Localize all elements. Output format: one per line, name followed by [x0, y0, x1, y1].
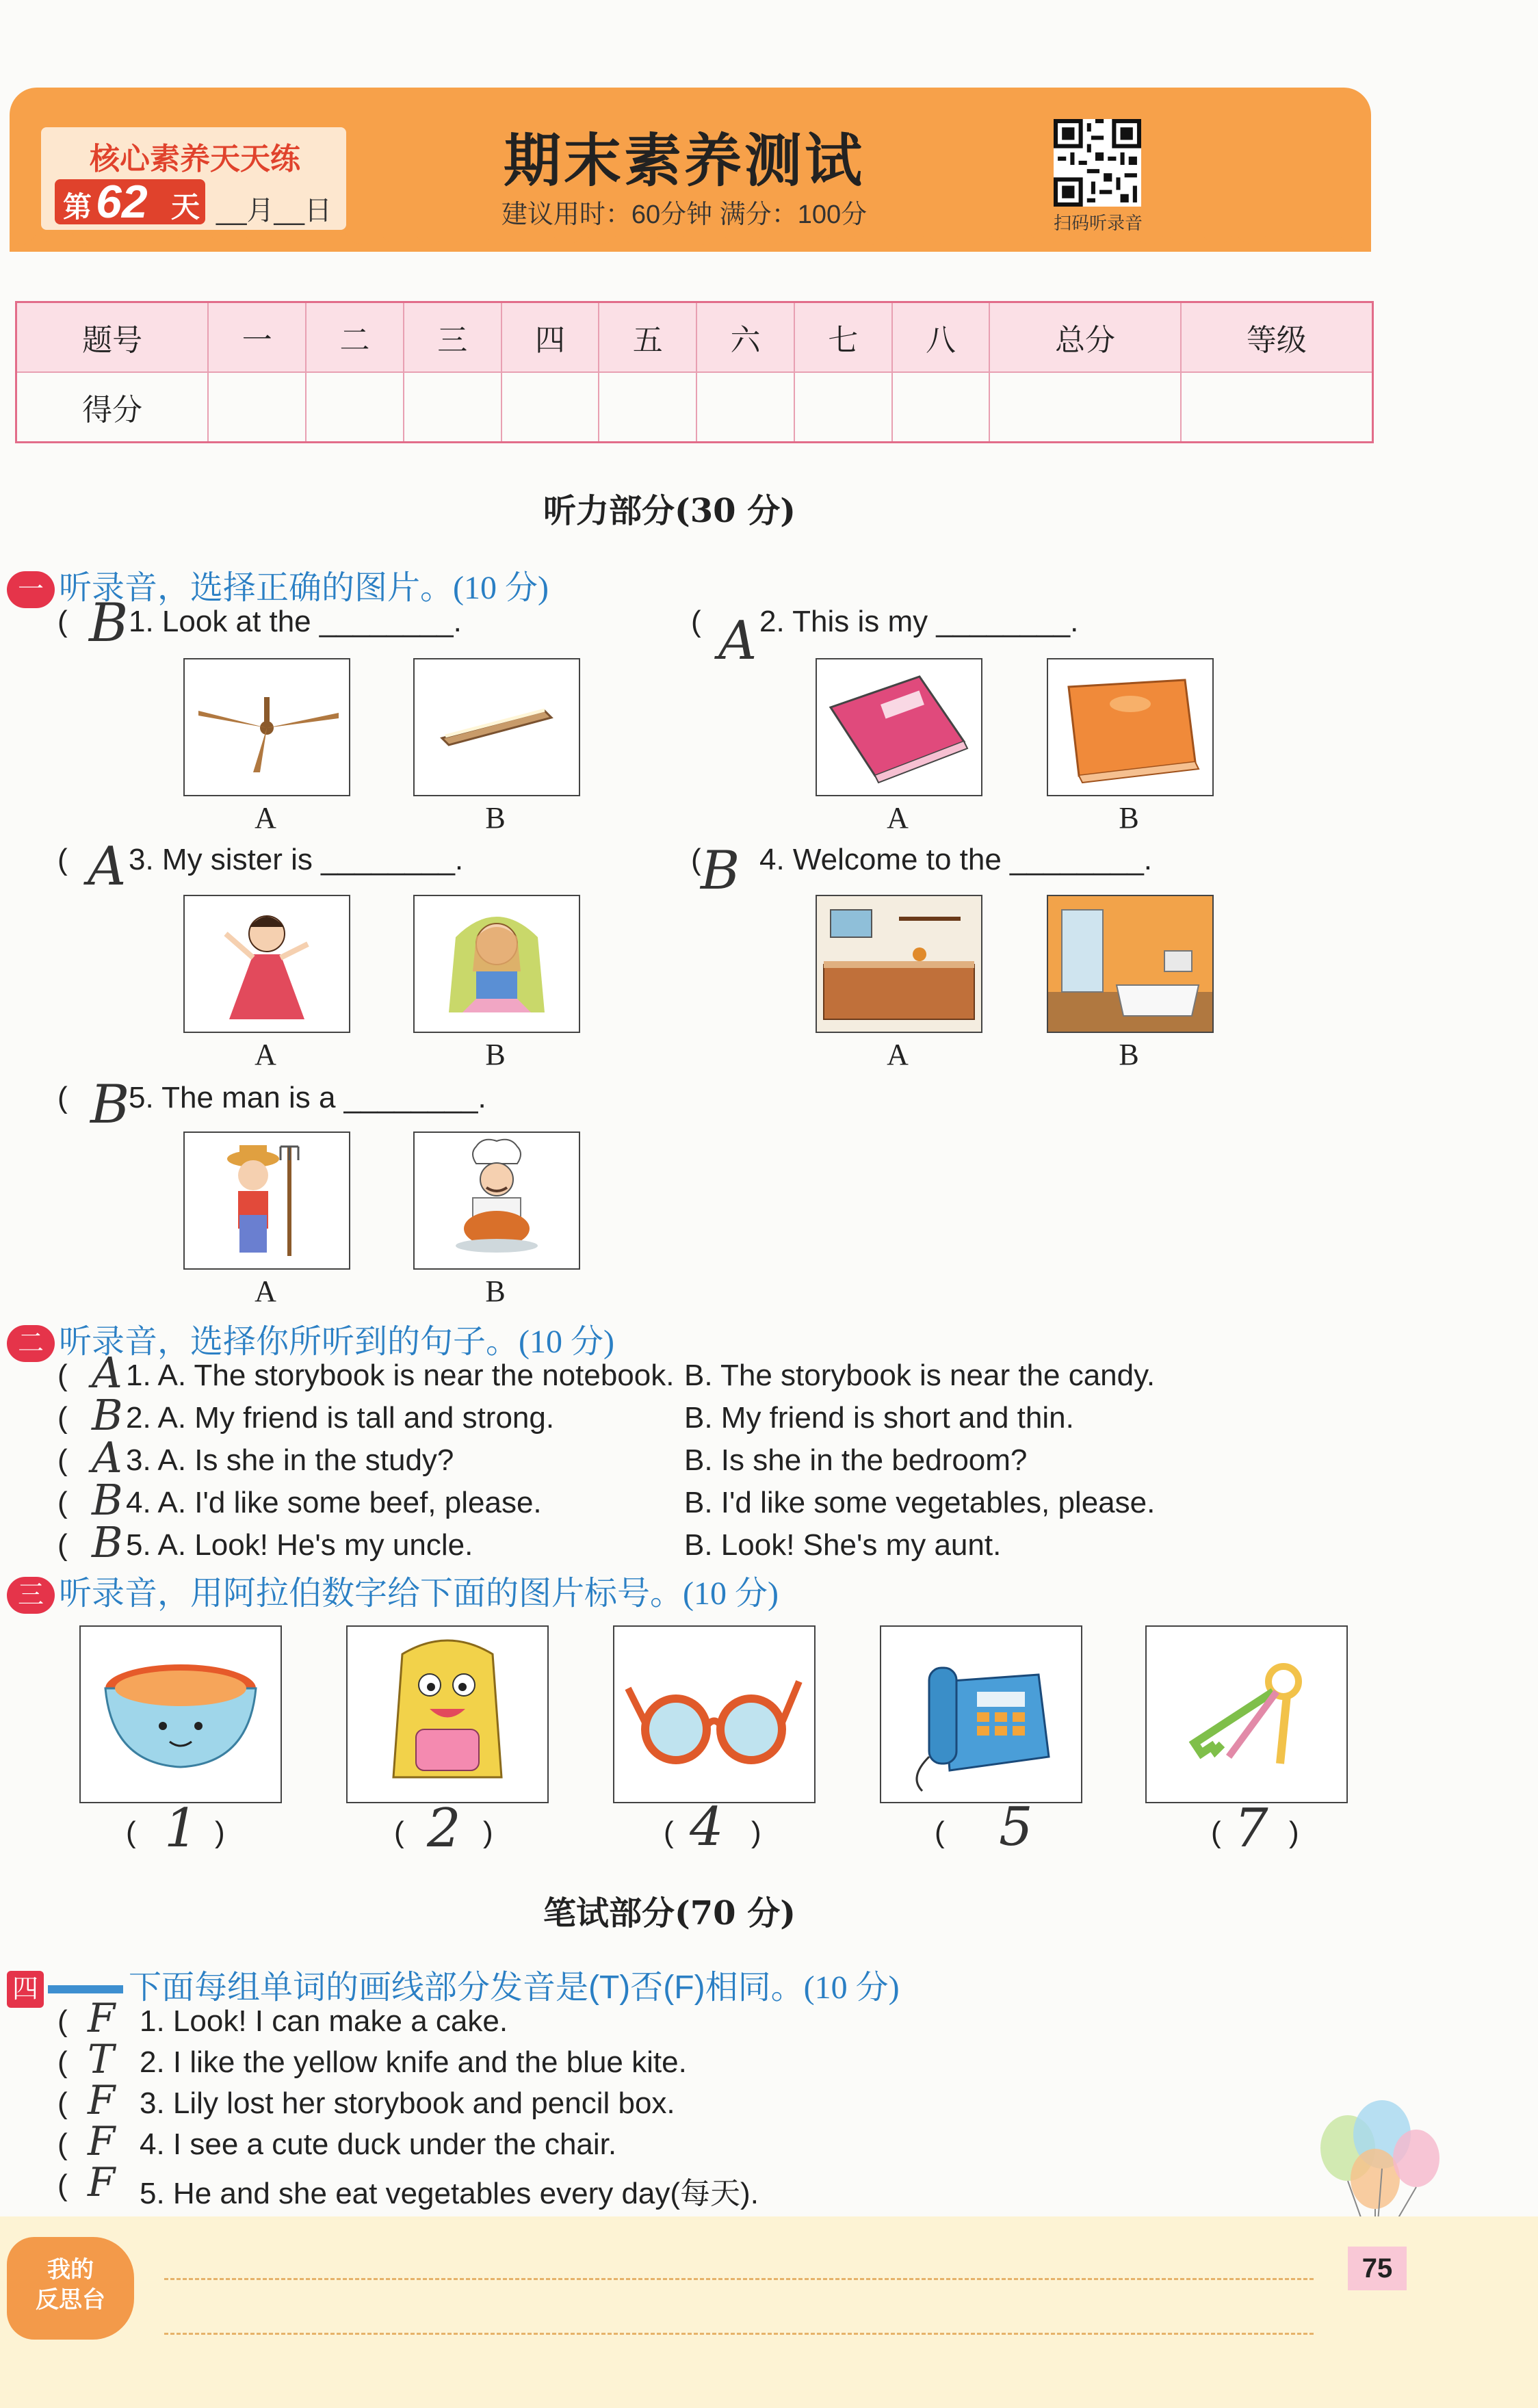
section-1-points: (10 分)	[453, 570, 549, 606]
reading-girl-icon	[415, 896, 579, 1032]
handwritten-answer[interactable]: B	[92, 1475, 123, 1525]
option-b[interactable]: B. The storybook is near the candy.	[684, 1359, 1156, 1392]
answer-paren: (	[57, 2004, 68, 2038]
handwritten-answer[interactable]: B	[92, 1517, 123, 1567]
list-item	[57, 1517, 1494, 1571]
section-3-heading	[7, 1567, 779, 1612]
list-item	[57, 1432, 1494, 1486]
label-a: A	[255, 1274, 276, 1308]
question-text: 4. Welcome to the ________.	[759, 843, 1153, 876]
section-4-badge: 四	[7, 1971, 44, 2008]
fluorescent-light-icon	[415, 659, 579, 795]
handwritten-answer[interactable]: B	[92, 1390, 123, 1440]
footer-band	[0, 2216, 1538, 2408]
score-input-cell[interactable]	[794, 372, 892, 443]
writing-part-heading: 笔试部分(70 分)	[543, 1894, 796, 1933]
answer-paren-right: )	[751, 1816, 761, 1849]
answer-paren: (	[57, 2086, 68, 2120]
score-input-cell[interactable]	[404, 372, 501, 443]
table-cell: 一	[208, 302, 306, 373]
score-value-row	[16, 372, 1373, 443]
page-number: 75	[1348, 2247, 1407, 2290]
handwritten-answer[interactable]: 7	[1234, 1798, 1268, 1859]
table-cell: 总分	[989, 302, 1180, 373]
handwritten-answer[interactable]: 1	[164, 1798, 198, 1859]
picture-item[interactable]	[1145, 1625, 1348, 1803]
table-cell: 八	[892, 302, 990, 373]
option-b[interactable]: B. My friend is short and thin.	[684, 1401, 1074, 1435]
picture-item[interactable]	[880, 1625, 1082, 1803]
score-input-cell[interactable]	[696, 372, 794, 443]
ceiling-fan-icon	[185, 659, 349, 795]
handwritten-answer[interactable]: 2	[427, 1798, 461, 1859]
sentence-text: 3. Lily lost her storybook and pencil box.	[140, 2086, 675, 2120]
list-item	[57, 2118, 1426, 2169]
day-prefix: 第	[63, 191, 92, 223]
section-1-badge: 一	[7, 571, 55, 608]
reflection-label-1: 我的	[47, 2257, 94, 2283]
label-b: B	[1119, 801, 1139, 835]
score-input-cell[interactable]	[1181, 372, 1373, 443]
table-cell: 题号	[16, 302, 209, 373]
score-header-row	[16, 302, 1373, 373]
picture-option-a[interactable]	[183, 1131, 350, 1270]
label-a: A	[887, 1038, 909, 1071]
handwritten-answer[interactable]: B	[701, 840, 740, 902]
sentence-text: 2. I like the yellow knife and the blue kite.	[140, 2045, 687, 2079]
picture-item[interactable]	[79, 1625, 282, 1803]
handwritten-answer[interactable]: B	[89, 592, 129, 654]
section-1-heading	[7, 561, 549, 606]
day-number: 62	[96, 176, 148, 228]
picture-option-b[interactable]	[413, 1131, 580, 1270]
page-title: 期末素养测试	[503, 127, 865, 194]
day-suffix: 天	[171, 191, 200, 223]
answer-paren: (	[57, 1486, 68, 1519]
picture-item[interactable]	[346, 1625, 549, 1803]
section-4-points: (10 分)	[803, 1969, 900, 2006]
answer-paren-left: (	[935, 1816, 945, 1849]
notebook-icon	[1048, 659, 1212, 795]
list-item	[57, 1995, 1426, 2045]
handwritten-answer[interactable]: F	[88, 2159, 116, 2206]
section-2-points: (10 分)	[519, 1324, 614, 1360]
picture-option-a[interactable]	[816, 658, 982, 796]
label-b: B	[485, 1274, 506, 1308]
option-a[interactable]: 5. A. Look! He's my uncle.	[126, 1528, 473, 1562]
table-cell: 六	[696, 302, 794, 373]
qr-code-icon[interactable]	[1054, 119, 1141, 207]
table-cell: 三	[404, 302, 501, 373]
english-book-icon	[817, 659, 981, 795]
list-item	[57, 2159, 1426, 2210]
answer-paren: (	[57, 2045, 68, 2079]
reflection-badge	[7, 2237, 134, 2340]
answer-paren: (	[57, 843, 68, 876]
answer-paren-left: (	[126, 1816, 136, 1849]
picture-option-a[interactable]	[183, 658, 350, 796]
option-a[interactable]: 4. A. I'd like some beef, please.	[126, 1486, 542, 1519]
option-b[interactable]: B. Is she in the bedroom?	[684, 1443, 1028, 1477]
picture-option-a[interactable]	[816, 895, 982, 1033]
handwritten-answer[interactable]: F	[88, 1995, 116, 2041]
brand-title: 核心素养天天练	[90, 142, 300, 176]
table-cell: 等级	[1181, 302, 1373, 373]
answer-paren: (	[57, 1359, 68, 1392]
table-cell: 四	[501, 302, 599, 373]
bathroom-icon	[1048, 896, 1212, 1032]
handwritten-answer[interactable]: B	[90, 1074, 130, 1136]
score-input-cell[interactable]	[599, 372, 696, 443]
section-3-points: (10 分)	[683, 1575, 779, 1612]
section-3-title: 听录音，用阿拉伯数字给下面的图片标号。	[59, 1575, 683, 1612]
page-subtitle: 建议用时：60分钟 满分：100分	[501, 200, 868, 229]
handwritten-answer[interactable]: T	[88, 2036, 114, 2082]
option-b[interactable]: B. Look! She's my aunt.	[684, 1528, 1002, 1562]
dancing-girl-icon	[185, 896, 349, 1032]
question-text: 5. The man is a ________.	[129, 1081, 486, 1114]
section-4-heading	[7, 1961, 900, 2006]
handwritten-answer[interactable]: 4	[690, 1796, 724, 1858]
telephone-icon	[881, 1627, 1081, 1802]
qr-label: 扫码听录音	[1053, 213, 1143, 233]
handwritten-answer[interactable]: A	[92, 1432, 122, 1482]
keys-icon	[1147, 1627, 1346, 1802]
option-b[interactable]: B. I'd like some vegetables, please.	[684, 1486, 1156, 1519]
answer-paren-right: )	[215, 1816, 225, 1849]
picture-item[interactable]	[613, 1625, 816, 1803]
section-4-bar	[48, 1985, 123, 1993]
picture-option-b[interactable]	[1047, 895, 1214, 1033]
farmer-icon	[185, 1133, 349, 1268]
handwritten-answer[interactable]: A	[92, 1348, 122, 1398]
picture-option-a[interactable]	[183, 895, 350, 1033]
answer-paren: (	[57, 1401, 68, 1435]
school-bag-icon	[348, 1627, 547, 1802]
label-a: A	[887, 801, 909, 835]
question-text: 1. Look at the ________.	[129, 605, 462, 638]
reflection-label-2: 反思台	[36, 2287, 105, 2313]
section-2-badge: 二	[7, 1325, 55, 1362]
table-cell: 二	[306, 302, 404, 373]
answer-paren: (	[57, 2128, 68, 2161]
option-a[interactable]: 2. A. My friend is tall and strong.	[126, 1401, 555, 1435]
picture-option-b[interactable]	[1047, 658, 1214, 796]
bowl-icon	[81, 1627, 281, 1802]
score-table	[15, 301, 1374, 443]
section-2-list	[57, 1348, 1494, 1571]
answer-paren-right: )	[483, 1816, 493, 1849]
section-1-title: 听录音，选择正确的图片。	[59, 570, 454, 606]
picture-option-b[interactable]	[413, 895, 580, 1033]
table-cell: 得分	[16, 372, 209, 443]
date-blank: __月__日	[216, 196, 332, 226]
score-input-cell[interactable]	[208, 372, 306, 443]
table-cell: 七	[794, 302, 892, 373]
sentence-text: 1. Look! I can make a cake.	[140, 2004, 508, 2038]
kitchen-icon	[817, 896, 981, 1032]
label-b: B	[485, 801, 506, 835]
label-a: A	[255, 801, 276, 835]
section-4-list	[57, 1995, 1426, 2210]
handwritten-answer[interactable]: F	[88, 2118, 116, 2164]
score-input-cell[interactable]	[501, 372, 599, 443]
glasses-icon	[614, 1627, 814, 1802]
list-item	[57, 2036, 1426, 2086]
label-b: B	[1119, 1038, 1139, 1071]
sentence-text: 5. He and she eat vegetables every day(每天).	[140, 2177, 759, 2210]
question-text: 2. This is my ________.	[759, 605, 1079, 638]
table-cell: 五	[599, 302, 696, 373]
option-a[interactable]: 1. A. The storybook is near the notebook.	[126, 1359, 675, 1392]
list-item	[57, 1475, 1494, 1528]
handwritten-answer[interactable]: A	[718, 610, 757, 672]
section-3-badge: 三	[7, 1577, 55, 1614]
answer-paren: (	[57, 1081, 68, 1114]
answer-paren-right: )	[1289, 1816, 1299, 1849]
answer-paren: (	[691, 843, 701, 876]
picture-option-b[interactable]	[413, 658, 580, 796]
handwritten-answer[interactable]: A	[88, 836, 127, 898]
label-b: B	[485, 1038, 506, 1071]
score-input-cell[interactable]	[989, 372, 1180, 443]
answer-paren-left: (	[394, 1816, 404, 1849]
reflection-line[interactable]	[164, 2333, 1314, 2335]
list-item	[57, 2077, 1426, 2128]
answer-paren: (	[691, 605, 701, 638]
answer-paren: (	[57, 2169, 68, 2202]
section-2-title: 听录音，选择你所听到的句子。	[59, 1324, 519, 1360]
answer-paren-left: (	[664, 1816, 674, 1849]
score-input-cell[interactable]	[306, 372, 404, 443]
option-a[interactable]: 3. A. Is she in the study?	[126, 1443, 454, 1477]
section-4-title: 下面每组单词的画线部分发音是(T)否(F)相同。	[129, 1969, 804, 2006]
handwritten-answer[interactable]: 5	[999, 1796, 1033, 1858]
listening-part-heading: 听力部分(30 分)	[543, 492, 796, 530]
answer-paren-left: (	[1211, 1816, 1221, 1849]
cook-icon	[415, 1133, 579, 1268]
answer-paren: (	[57, 605, 68, 638]
list-item	[57, 1348, 1494, 1401]
reflection-line[interactable]	[164, 2278, 1314, 2280]
handwritten-answer[interactable]: F	[88, 2077, 116, 2123]
list-item	[57, 1390, 1494, 1443]
answer-paren: (	[57, 1443, 68, 1477]
score-input-cell[interactable]	[892, 372, 990, 443]
label-a: A	[255, 1038, 276, 1071]
answer-paren: (	[57, 1528, 68, 1562]
question-text: 3. My sister is ________.	[129, 843, 464, 876]
sentence-text: 4. I see a cute duck under the chair.	[140, 2128, 617, 2161]
